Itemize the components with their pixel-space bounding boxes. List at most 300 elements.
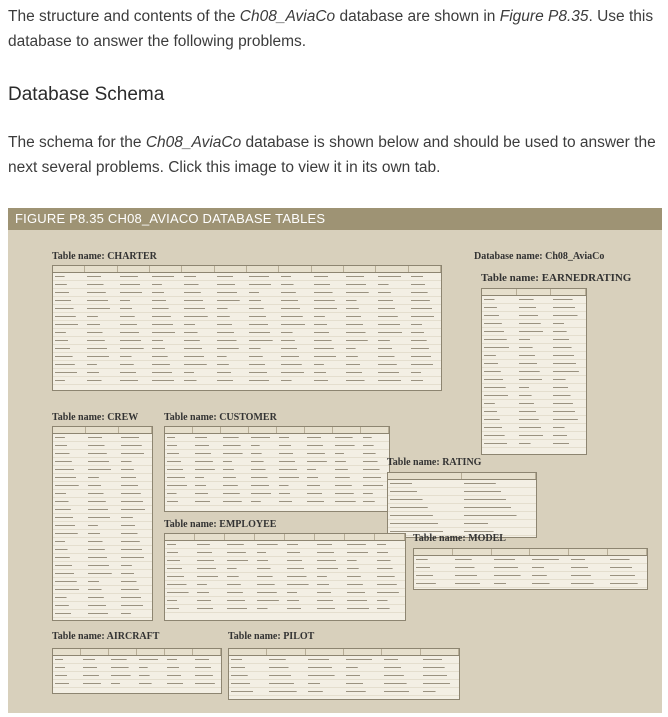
table-cell xyxy=(285,581,315,588)
table-cell xyxy=(492,556,531,563)
table-cell xyxy=(165,664,193,671)
table-row xyxy=(482,440,586,448)
table-cell xyxy=(182,377,214,384)
table-cell xyxy=(85,353,117,360)
table-cell xyxy=(517,376,552,383)
table-cell xyxy=(482,424,517,431)
table-cell xyxy=(215,345,247,352)
table-cell xyxy=(182,361,214,368)
table-cell xyxy=(225,557,255,564)
table-cell xyxy=(551,296,586,303)
table-rows xyxy=(165,434,389,506)
table-cell xyxy=(517,440,552,447)
table-row xyxy=(482,336,586,344)
table-row xyxy=(53,273,441,281)
table-cell xyxy=(221,442,249,449)
table-cell xyxy=(215,281,247,288)
table-cell xyxy=(118,377,150,384)
table-cell xyxy=(86,434,119,441)
table-cell xyxy=(409,313,441,320)
table-cell xyxy=(333,458,361,465)
table-cell xyxy=(388,488,462,495)
table-row xyxy=(165,549,405,557)
table-cell xyxy=(118,369,150,376)
table-cell xyxy=(312,305,344,312)
table-row xyxy=(53,442,152,450)
table-cell xyxy=(165,589,195,596)
table-cell xyxy=(150,329,182,336)
table-cell xyxy=(221,434,249,441)
table-cell xyxy=(249,434,277,441)
table-cell xyxy=(119,538,152,545)
table-cell xyxy=(530,580,569,587)
table-row xyxy=(165,490,389,498)
table-charter xyxy=(52,265,442,391)
figure-ref-link[interactable]: Figure P8.35 xyxy=(499,8,589,25)
table-row xyxy=(53,514,152,522)
table-cell xyxy=(215,273,247,280)
table-row xyxy=(482,400,586,408)
table-cell xyxy=(137,672,165,679)
table-cell xyxy=(221,458,249,465)
table-cell xyxy=(53,522,86,529)
table-cell xyxy=(345,557,375,564)
table-cell xyxy=(305,442,333,449)
table-cell xyxy=(109,672,137,679)
table-cell xyxy=(221,474,249,481)
table-cell xyxy=(118,337,150,344)
table-cell xyxy=(333,490,361,497)
table-cell xyxy=(247,273,279,280)
table-cell xyxy=(86,538,119,545)
table-row xyxy=(482,352,586,360)
table-cell xyxy=(551,336,586,343)
table-cell xyxy=(86,490,119,497)
table-cell xyxy=(119,562,152,569)
table-cell xyxy=(517,360,552,367)
table-cell xyxy=(344,321,376,328)
table-cell xyxy=(53,490,86,497)
table-cell xyxy=(375,573,405,580)
table-name-pilot: Table name: PILOT xyxy=(228,631,315,642)
table-cell xyxy=(376,273,408,280)
table-row xyxy=(414,564,647,572)
table-cell xyxy=(193,474,221,481)
table-cell xyxy=(119,458,152,465)
table-cell xyxy=(376,289,408,296)
table-cell xyxy=(409,337,441,344)
table-cell xyxy=(361,490,389,497)
table-cell xyxy=(86,458,119,465)
table-cell xyxy=(53,680,81,687)
table-cell xyxy=(182,305,214,312)
table-cell xyxy=(118,329,150,336)
table-cell xyxy=(409,281,441,288)
table-cell xyxy=(150,289,182,296)
table-cell xyxy=(221,490,249,497)
table-cell xyxy=(118,345,150,352)
table-cell xyxy=(482,352,517,359)
table-cell xyxy=(279,345,311,352)
table-cell xyxy=(344,289,376,296)
table-cell xyxy=(361,474,389,481)
table-cell xyxy=(409,361,441,368)
table-row xyxy=(165,565,405,573)
table-cell xyxy=(306,664,344,671)
table-cell xyxy=(376,321,408,328)
table-cell xyxy=(165,581,195,588)
table-cell xyxy=(86,474,119,481)
table-header-row xyxy=(229,649,459,656)
table-cell xyxy=(247,361,279,368)
table-header-row xyxy=(414,549,647,556)
table-cell xyxy=(86,482,119,489)
table-cell xyxy=(333,450,361,457)
table-cell xyxy=(150,337,182,344)
table-cell xyxy=(344,305,376,312)
table-row xyxy=(165,442,389,450)
table-cell xyxy=(85,321,117,328)
table-cell xyxy=(119,522,152,529)
table-cell xyxy=(137,680,165,687)
table-cell xyxy=(225,541,255,548)
table-cell xyxy=(530,564,569,571)
table-cell xyxy=(255,557,285,564)
table-cell xyxy=(247,305,279,312)
table-header-row xyxy=(53,427,152,434)
table-cell xyxy=(551,328,586,335)
table-row xyxy=(53,337,441,345)
table-cell xyxy=(182,297,214,304)
table-cell xyxy=(305,450,333,457)
table-cell xyxy=(85,273,117,280)
table-cell xyxy=(361,498,389,505)
table-cell xyxy=(421,672,459,679)
table-cell xyxy=(86,594,119,601)
table-cell xyxy=(312,273,344,280)
table-cell xyxy=(312,281,344,288)
table-cell xyxy=(344,656,382,663)
table-cell xyxy=(382,688,420,695)
table-row xyxy=(53,377,441,385)
table-cell xyxy=(215,377,247,384)
table-cell xyxy=(86,514,119,521)
table-header-row xyxy=(482,289,586,296)
table-cell xyxy=(285,565,315,572)
table-cell xyxy=(333,498,361,505)
table-name-aircraft: Table name: AIRCRAFT xyxy=(52,631,160,642)
table-cell xyxy=(86,522,119,529)
table-cell xyxy=(119,546,152,553)
table-cell xyxy=(462,488,536,495)
table-cell xyxy=(225,581,255,588)
table-row xyxy=(165,466,389,474)
table-cell xyxy=(517,352,552,359)
table-row xyxy=(53,672,221,680)
table-cell xyxy=(315,597,345,604)
table-cell xyxy=(569,572,608,579)
table-cell xyxy=(118,281,150,288)
table-cell xyxy=(388,504,462,511)
table-cell xyxy=(344,369,376,376)
table-cell xyxy=(85,369,117,376)
table-cell xyxy=(279,289,311,296)
table-cell xyxy=(492,580,531,587)
table-cell xyxy=(530,572,569,579)
table-cell xyxy=(312,369,344,376)
table-cell xyxy=(482,368,517,375)
table-cell xyxy=(482,336,517,343)
table-cell xyxy=(229,656,267,663)
table-cell xyxy=(306,688,344,695)
table-row xyxy=(482,296,586,304)
table-cell xyxy=(312,297,344,304)
table-cell xyxy=(376,377,408,384)
table-cell xyxy=(409,273,441,280)
table-cell xyxy=(255,605,285,612)
table-cell xyxy=(344,688,382,695)
table-cell xyxy=(376,297,408,304)
table-row xyxy=(482,392,586,400)
table-cell xyxy=(344,664,382,671)
table-cell xyxy=(462,496,536,503)
table-cell xyxy=(279,353,311,360)
table-cell xyxy=(409,369,441,376)
table-cell xyxy=(453,556,492,563)
table-cell xyxy=(53,337,85,344)
table-cell xyxy=(247,313,279,320)
table-cell xyxy=(195,565,225,572)
table-cell xyxy=(255,541,285,548)
table-cell xyxy=(255,565,285,572)
table-cell xyxy=(249,490,277,497)
table-row xyxy=(53,586,152,594)
table-cell xyxy=(215,297,247,304)
table-cell xyxy=(249,498,277,505)
table-cell xyxy=(361,442,389,449)
table-cell xyxy=(462,504,536,511)
table-cell xyxy=(85,281,117,288)
table-row xyxy=(53,345,441,353)
table-cell xyxy=(608,556,647,563)
table-row xyxy=(53,361,441,369)
table-cell xyxy=(86,570,119,577)
table-cell xyxy=(517,296,552,303)
table-cell xyxy=(193,442,221,449)
table-row xyxy=(53,353,441,361)
table-cell xyxy=(530,556,569,563)
table-cell xyxy=(551,408,586,415)
table-cell xyxy=(53,664,81,671)
table-rows xyxy=(53,656,221,688)
table-cell xyxy=(285,597,315,604)
table-header-row xyxy=(53,266,441,273)
table-cell xyxy=(421,688,459,695)
table-cell xyxy=(193,498,221,505)
table-cell xyxy=(255,589,285,596)
table-cell xyxy=(215,353,247,360)
table-cell xyxy=(150,313,182,320)
table-customer xyxy=(164,426,390,512)
table-cell xyxy=(315,589,345,596)
table-cell xyxy=(345,573,375,580)
table-cell xyxy=(53,482,86,489)
table-cell xyxy=(361,450,389,457)
table-cell xyxy=(517,384,552,391)
table-cell xyxy=(345,549,375,556)
table-cell xyxy=(150,369,182,376)
table-cell xyxy=(150,361,182,368)
table-cell xyxy=(482,312,517,319)
table-row xyxy=(53,498,152,506)
table-row xyxy=(53,313,441,321)
schema-figure-image[interactable] xyxy=(8,208,662,713)
table-cell xyxy=(285,557,315,564)
table-row xyxy=(388,480,536,488)
table-cell xyxy=(86,506,119,513)
table-cell xyxy=(85,329,117,336)
table-cell xyxy=(409,297,441,304)
table-row xyxy=(165,434,389,442)
table-header-row xyxy=(165,427,389,434)
table-cell xyxy=(345,565,375,572)
table-cell xyxy=(344,672,382,679)
table-cell xyxy=(182,281,214,288)
table-cell xyxy=(551,352,586,359)
table-cell xyxy=(249,450,277,457)
table-cell xyxy=(361,482,389,489)
table-cell xyxy=(81,672,109,679)
table-row xyxy=(53,369,441,377)
table-cell xyxy=(85,361,117,368)
table-cell xyxy=(277,466,305,473)
table-cell xyxy=(182,313,214,320)
table-cell xyxy=(193,490,221,497)
table-cell xyxy=(85,337,117,344)
schema-text: database is shown below and should be used to answer the next several problems. Click this image to view it in its own tab. xyxy=(8,134,656,176)
table-row xyxy=(53,594,152,602)
table-cell xyxy=(53,313,85,320)
table-row xyxy=(53,522,152,530)
table-cell xyxy=(53,506,86,513)
table-cell xyxy=(86,586,119,593)
table-cell xyxy=(517,424,552,431)
table-cell xyxy=(247,289,279,296)
table-cell xyxy=(85,377,117,384)
table-row xyxy=(53,562,152,570)
table-cell xyxy=(255,573,285,580)
table-cell xyxy=(333,442,361,449)
table-row xyxy=(53,297,441,305)
table-cell xyxy=(345,605,375,612)
table-name-crew: Table name: CREW xyxy=(52,412,139,423)
table-cell xyxy=(247,281,279,288)
table-cell xyxy=(409,321,441,328)
table-cell xyxy=(375,541,405,548)
table-cell xyxy=(150,281,182,288)
table-cell xyxy=(86,554,119,561)
table-cell xyxy=(255,549,285,556)
table-cell xyxy=(165,597,195,604)
table-cell xyxy=(382,656,420,663)
table-row xyxy=(53,281,441,289)
table-cell xyxy=(53,602,86,609)
table-cell xyxy=(53,554,86,561)
table-cell xyxy=(517,328,552,335)
table-cell xyxy=(517,304,552,311)
table-cell xyxy=(193,672,221,679)
table-cell xyxy=(195,589,225,596)
table-cell xyxy=(267,680,305,687)
table-row xyxy=(414,580,647,588)
table-cell xyxy=(517,400,552,407)
table-cell xyxy=(285,605,315,612)
table-cell xyxy=(182,289,214,296)
table-cell xyxy=(249,442,277,449)
table-row xyxy=(388,504,536,512)
table-cell xyxy=(277,474,305,481)
table-cell xyxy=(414,580,453,587)
table-row xyxy=(53,506,152,514)
table-cell xyxy=(414,572,453,579)
table-cell xyxy=(165,450,193,457)
table-row xyxy=(53,458,152,466)
table-cell xyxy=(551,368,586,375)
table-row xyxy=(165,498,389,506)
table-cell xyxy=(277,442,305,449)
table-name-earnedrating: Table name: EARNEDRATING xyxy=(481,272,632,284)
table-row xyxy=(165,605,405,613)
table-row xyxy=(482,416,586,424)
table-header-row xyxy=(388,473,536,480)
table-cell xyxy=(382,680,420,687)
table-cell xyxy=(344,353,376,360)
table-cell xyxy=(182,321,214,328)
table-cell xyxy=(312,289,344,296)
table-row xyxy=(53,321,441,329)
table-cell xyxy=(225,573,255,580)
table-cell xyxy=(277,434,305,441)
table-cell xyxy=(53,610,86,617)
table-cell xyxy=(388,480,462,487)
table-cell xyxy=(249,482,277,489)
table-row xyxy=(482,408,586,416)
table-cell xyxy=(333,482,361,489)
intro-paragraph xyxy=(8,4,663,54)
table-cell xyxy=(53,562,86,569)
table-cell xyxy=(85,305,117,312)
table-earnedrating xyxy=(481,288,587,455)
table-cell xyxy=(247,329,279,336)
table-cell xyxy=(267,656,305,663)
table-cell xyxy=(279,273,311,280)
table-cell xyxy=(409,353,441,360)
table-cell xyxy=(551,432,586,439)
table-cell xyxy=(182,329,214,336)
table-cell xyxy=(305,498,333,505)
table-cell xyxy=(344,377,376,384)
table-cell xyxy=(551,376,586,383)
table-cell xyxy=(315,565,345,572)
table-row xyxy=(482,312,586,320)
table-cell xyxy=(247,353,279,360)
table-cell xyxy=(150,321,182,328)
table-cell xyxy=(86,562,119,569)
table-cell xyxy=(312,321,344,328)
table-row xyxy=(53,289,441,297)
table-cell xyxy=(215,337,247,344)
table-cell xyxy=(305,458,333,465)
